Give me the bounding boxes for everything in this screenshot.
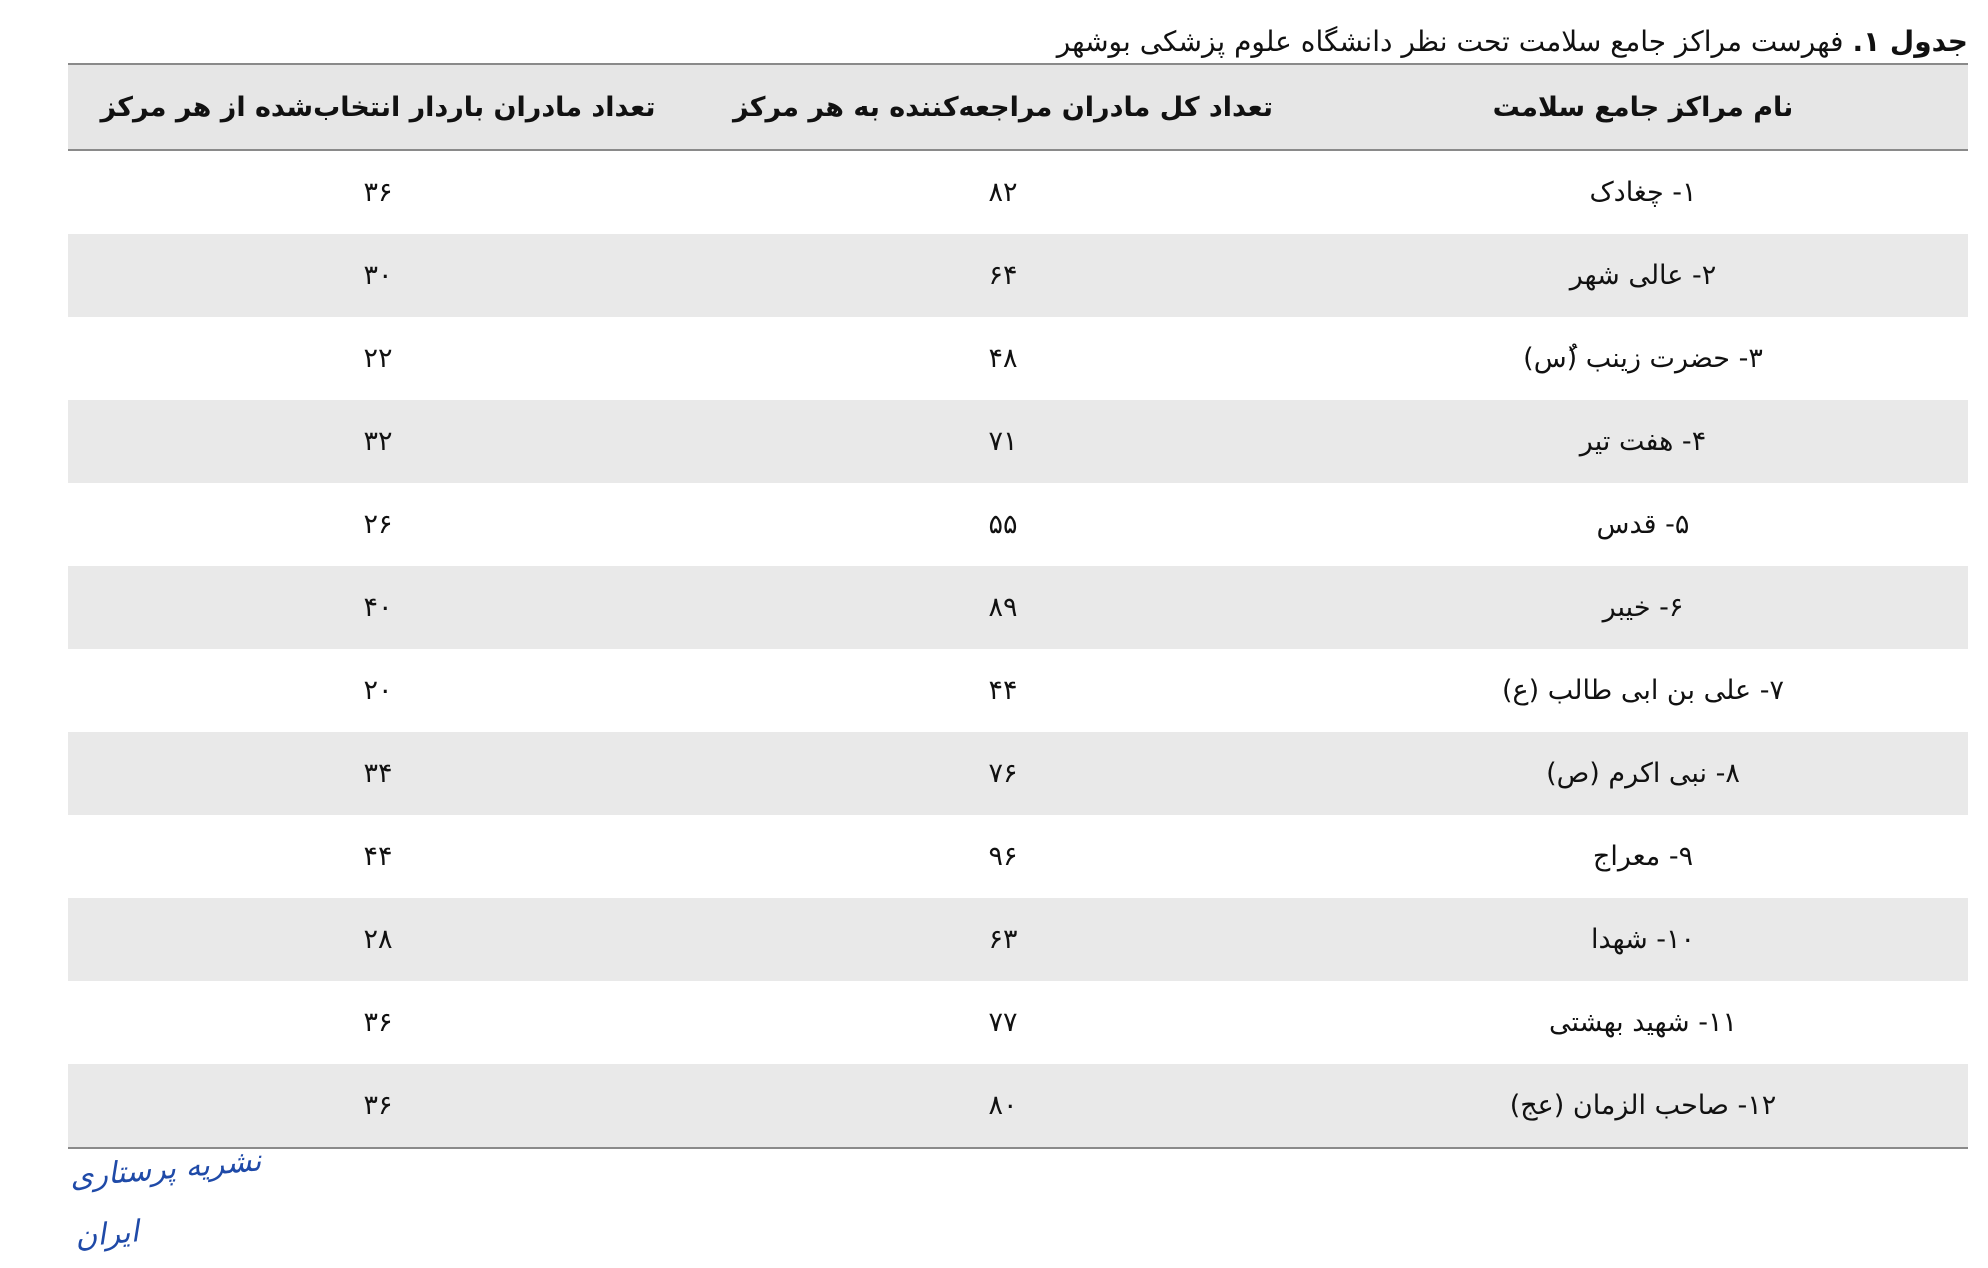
table-row xyxy=(68,732,1968,815)
selected-mothers-cell: ۲۲ xyxy=(363,343,393,374)
selected-mothers-cell: ۳۲ xyxy=(363,426,393,457)
table-row xyxy=(68,649,1968,732)
header-total-mothers: تعداد کل مادران مراجعه‌کننده به هر مرکز xyxy=(733,91,1273,123)
selected-mothers-cell: ۲۸ xyxy=(363,924,393,955)
total-mothers-cell: ۷۶ xyxy=(988,758,1018,789)
table-row xyxy=(68,234,1968,317)
total-mothers-cell: ۴۸ xyxy=(988,343,1018,374)
table-row xyxy=(68,317,1968,400)
table-row xyxy=(68,898,1968,981)
header-center-name: نام مراکز جامع سلامت xyxy=(1492,91,1794,123)
selected-mothers-cell: ۳۰ xyxy=(363,260,393,291)
table-header-row xyxy=(68,65,1968,151)
selected-mothers-cell: ۲۶ xyxy=(363,509,393,540)
center-name-cell: ۲- عالی شهر xyxy=(1569,260,1717,291)
total-mothers-cell: ۶۳ xyxy=(988,924,1018,955)
center-name-cell: ۸- نبی اکرم (ص) xyxy=(1546,758,1740,789)
selected-mothers-cell: ۳۶ xyxy=(363,1007,393,1038)
table-row xyxy=(68,815,1968,898)
total-mothers-cell: ۴۴ xyxy=(988,675,1018,706)
caption-label: جدول ۱. xyxy=(1852,25,1968,58)
table-row xyxy=(68,151,1968,234)
selected-mothers-cell: ۳۶ xyxy=(363,177,393,208)
total-mothers-cell: ۷۱ xyxy=(988,426,1018,457)
center-name-cell: ۹- معراج xyxy=(1592,841,1694,872)
selected-mothers-cell: ۳۶ xyxy=(363,1090,393,1121)
table-row xyxy=(68,483,1968,566)
total-mothers-cell: ۷۷ xyxy=(988,1007,1018,1038)
table-row xyxy=(68,400,1968,483)
table-row xyxy=(68,981,1968,1064)
selected-mothers-cell: ۳۴ xyxy=(363,758,393,789)
center-name-cell: ۱۱- شهید بهشتی xyxy=(1548,1007,1737,1038)
center-name-cell: ۱۰- شهدا xyxy=(1590,924,1696,955)
total-mothers-cell: ۵۵ xyxy=(988,509,1018,540)
center-name-cell: ۴- هفت تیر xyxy=(1579,426,1707,457)
center-name-cell: ۷- علی بن ابی طالب (ع) xyxy=(1502,675,1784,706)
total-mothers-cell: ۸۲ xyxy=(988,177,1018,208)
selected-mothers-cell: ۴۴ xyxy=(363,841,393,872)
journal-logo: نشریه پرستاری ایران xyxy=(68,1143,263,1255)
header-selected-mothers: تعداد مادران باردار انتخاب‌شده از هر مرکز xyxy=(100,91,656,123)
center-name-cell: ۱۲- صاحب الزمان (عج) xyxy=(1509,1090,1777,1121)
center-name-cell: ۶- خیبر xyxy=(1602,592,1684,623)
selected-mothers-cell: ۲۰ xyxy=(363,675,393,706)
center-name-cell: ۵- قدس xyxy=(1596,509,1690,540)
total-mothers-cell: ۶۴ xyxy=(988,260,1018,291)
total-mothers-cell: ۸۹ xyxy=(988,592,1018,623)
center-name-cell: ۱- چغادک xyxy=(1589,177,1697,208)
health-centers-table xyxy=(68,63,1968,1149)
caption-text: فهرست مراکز جامع سلامت تحت نظر دانشگاه علوم پزشکی بوشهر xyxy=(1056,25,1844,58)
selected-mothers-cell: ۴۰ xyxy=(363,592,393,623)
total-mothers-cell: ۸۰ xyxy=(988,1090,1018,1121)
table-row xyxy=(68,1064,1968,1147)
center-name-cell: ۳- حضرت زینب (ُس) xyxy=(1523,343,1763,374)
table-caption xyxy=(68,18,1968,66)
total-mothers-cell: ۹۶ xyxy=(988,841,1018,872)
table-row xyxy=(68,566,1968,649)
